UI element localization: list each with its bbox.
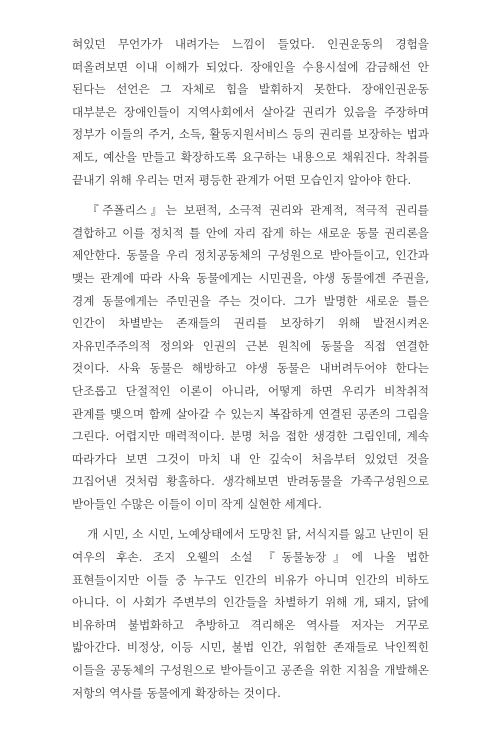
body-text xyxy=(72,33,429,704)
paragraph-1: 혀있던 무언가가 내려가는 느낌이 들었다. 인권운동의 경험을 떠올려보면 이내 이해가 되었다. 장애인을 수용시설에 감금해선 안 된다는 선언은 그 자체로 힘을 발휘하지 못한다. 장애인권운동 대부분은 장애인들이 지역사회에서 살아갈 권리가 있음을 주장하며 정부가 이들의 주거, 소득, 활동지원서비스 등의 권리를 보장하는 법과 제도, 예산을 만들고 확장하도록 요구하는 내용으로 채워진다. 착취를 끝내기 위해 우리는 먼저 평등한 관계가 어떤 모습인지 알아야 한다. xyxy=(72,37,429,187)
paragraph-2: 『주폴리스』는 보편적, 소극적 권리와 관계적, 적극적 권리를 결합하고 이를 정치적 틀 안에 자리 잡게 하는 새로운 동물 권리론을 제안한다. 동물을 우리 정치공동체의 구성원으로 받아들이고, 인간과 맺는 관계에 따라 사육 동물에게는 시민권을, 야생 동물에겐 주권을, 경계 동물에게는 주민권을 주는 것이다. 그가 발명한 새로운 틀은 인간이 차별받는 존재들의 권리를 보장하기 위해 발전시켜온 자유민주주의적 정의와 인권의 근본 원칙에 동물을 직접 연결한 것이다. 사육 동물은 해방하고 야생 동물은 내버려두어야 한다는 단조롭고 단절적인 이론이 아니라, 어떻게 하면 우리가 비착취적 관계를 맺으며 함께 살아갈 수 있는지 복잡하게 연결된 공존의 그림을 그린다. 어렵지만 매력적이다. 분명 처음 접한 생경한 그림인데, 계속 따라가다 보면 그것이 마치 내 안 깊숙이 처음부터 있었던 것을 끄집어낸 것처럼 황홀하다. 생각해보면 반려동물을 가족구성원으로 받아들인 수많은 이들이 이미 작게 실현한 세계다. xyxy=(72,203,429,511)
paragraph-3: 개 시민, 소 시민, 노예상태에서 도망친 닭, 서식지를 잃고 난민이 된 여우의 후손. 조지 오웰의 소설 『동물농장』에 나올 법한 표현들이지만 이들 중 누구도 인간의 비유가 아니며 인간의 비하도 아니다. 이 사회가 주변부의 인간들을 차별하기 위해 개, 돼지, 닭에 비유하며 불법화하고 추방하고 격리해온 역사를 저자는 거꾸로 밟아간다. 비정상, 이등 시민, 불법 인간, 위험한 존재들로 낙인찍힌 이들을 공동체의 구성원으로 받아들이고 공존을 위한 지침을 개발해온 저항의 역사를 동물에게 확장하는 것이다. xyxy=(72,527,429,700)
